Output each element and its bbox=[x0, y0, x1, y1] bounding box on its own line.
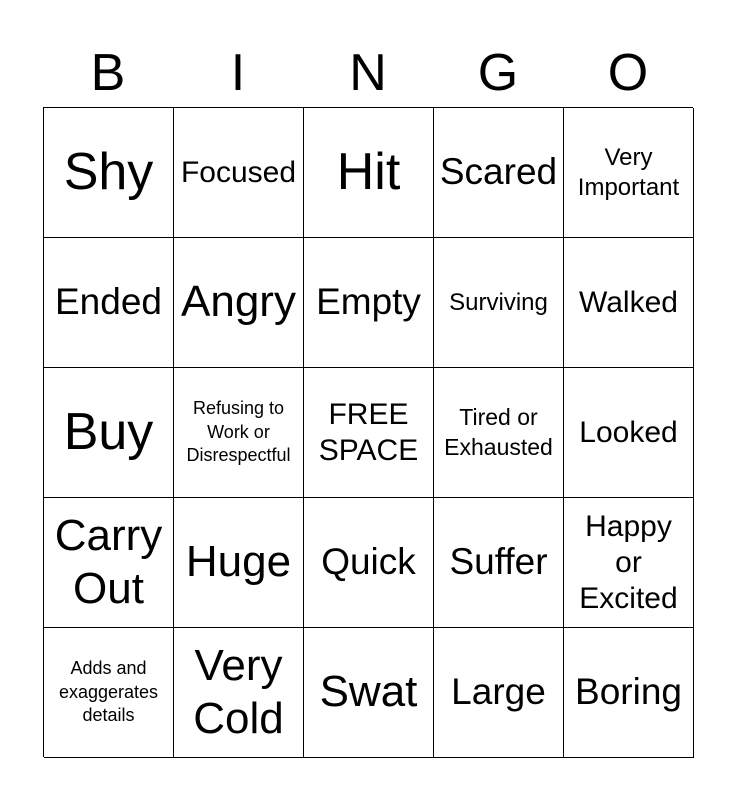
bingo-cell[interactable]: Walked bbox=[564, 238, 694, 368]
header-letter-g: G bbox=[477, 44, 519, 102]
bingo-cell[interactable]: Suffer bbox=[434, 498, 564, 628]
bingo-cell[interactable]: Focused bbox=[174, 108, 304, 238]
bingo-cell[interactable]: Tired or Exhausted bbox=[434, 368, 564, 498]
bingo-cell[interactable]: Shy bbox=[44, 108, 174, 238]
bingo-cell[interactable]: Happy or Excited bbox=[564, 498, 694, 628]
bingo-cell[interactable]: Empty bbox=[304, 238, 434, 368]
bingo-header bbox=[43, 40, 693, 106]
bingo-cell[interactable]: Angry bbox=[174, 238, 304, 368]
free-space-cell[interactable]: FREE SPACE bbox=[304, 368, 434, 498]
bingo-board bbox=[43, 107, 693, 757]
header-letter-o: O bbox=[607, 44, 649, 102]
bingo-cell[interactable]: Refusing to Work or Disrespectful bbox=[174, 368, 304, 498]
bingo-cell[interactable]: Large bbox=[434, 628, 564, 758]
bingo-cell[interactable]: Quick bbox=[304, 498, 434, 628]
bingo-cell[interactable]: Ended bbox=[44, 238, 174, 368]
bingo-cell[interactable]: Very Important bbox=[564, 108, 694, 238]
bingo-cell[interactable]: Boring bbox=[564, 628, 694, 758]
bingo-cell[interactable]: Carry Out bbox=[44, 498, 174, 628]
bingo-cell[interactable]: Huge bbox=[174, 498, 304, 628]
bingo-cell[interactable]: Hit bbox=[304, 108, 434, 238]
bingo-cell[interactable]: Very Cold bbox=[174, 628, 304, 758]
bingo-cell[interactable]: Buy bbox=[44, 368, 174, 498]
bingo-cell[interactable]: Looked bbox=[564, 368, 694, 498]
header-letter-n: N bbox=[349, 44, 387, 102]
bingo-cell[interactable]: Swat bbox=[304, 628, 434, 758]
bingo-cell[interactable]: Scared bbox=[434, 108, 564, 238]
bingo-cell[interactable]: Adds and exaggerates details bbox=[44, 628, 174, 758]
bingo-cell[interactable]: Surviving bbox=[434, 238, 564, 368]
header-letter-i: I bbox=[230, 44, 246, 102]
header-letter-b: B bbox=[90, 44, 126, 102]
